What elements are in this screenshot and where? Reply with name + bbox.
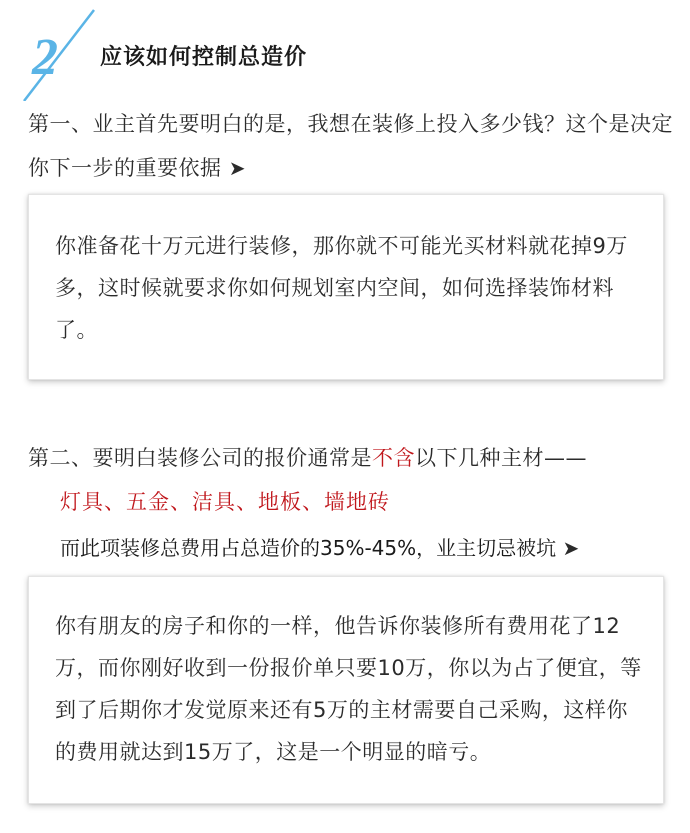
arrow-right-icon: ➤ <box>228 156 246 180</box>
section2-paragraph-text-before: 第二、要明白装修公司的报价通常是 <box>28 446 372 470</box>
section-number: 2 <box>32 29 58 86</box>
main-materials-list: 灯具、五金、洁具、地板、墙地砖 <box>60 490 390 514</box>
cost-share-note <box>60 530 579 566</box>
section2-paragraph <box>28 436 678 480</box>
arrow-right-icon: ➤ <box>562 536 580 560</box>
example-box-1 <box>28 194 664 380</box>
example-box-2 <box>28 576 664 804</box>
example-box-2-text: 你有朋友的房子和你的一样，他告诉你装修所有费用花了12万，而你刚好收到一份报价单只要10万，你以为占了便宜，等到了后期你才发觉原来还有5万的主材需要自己采购，这样你的费用就达到15万了，这是一个明显的暗亏。 <box>55 614 642 764</box>
section-header <box>0 0 690 100</box>
section1-paragraph <box>28 102 678 190</box>
section1-paragraph-text: 第一、业主首先要明白的是，我想在装修上投入多少钱？这个是决定你下一步的重要依据 <box>28 112 673 180</box>
section-number-badge <box>14 6 104 101</box>
cost-share-note-text: 而此项装修总费用占总造价的35%-45%，业主切忌被坑 <box>60 536 557 560</box>
section2-highlight-text: 不含 <box>372 446 415 470</box>
section-title: 应该如何控制总造价 <box>100 45 308 70</box>
section2-paragraph-text-after: 以下几种主材—— <box>415 446 587 470</box>
example-box-1-text: 你准备花十万元进行装修，那你就不可能光买材料就花掉9万多，这时候就要求你如何规划室内空间，如何选择装饰材料了。 <box>55 234 628 342</box>
